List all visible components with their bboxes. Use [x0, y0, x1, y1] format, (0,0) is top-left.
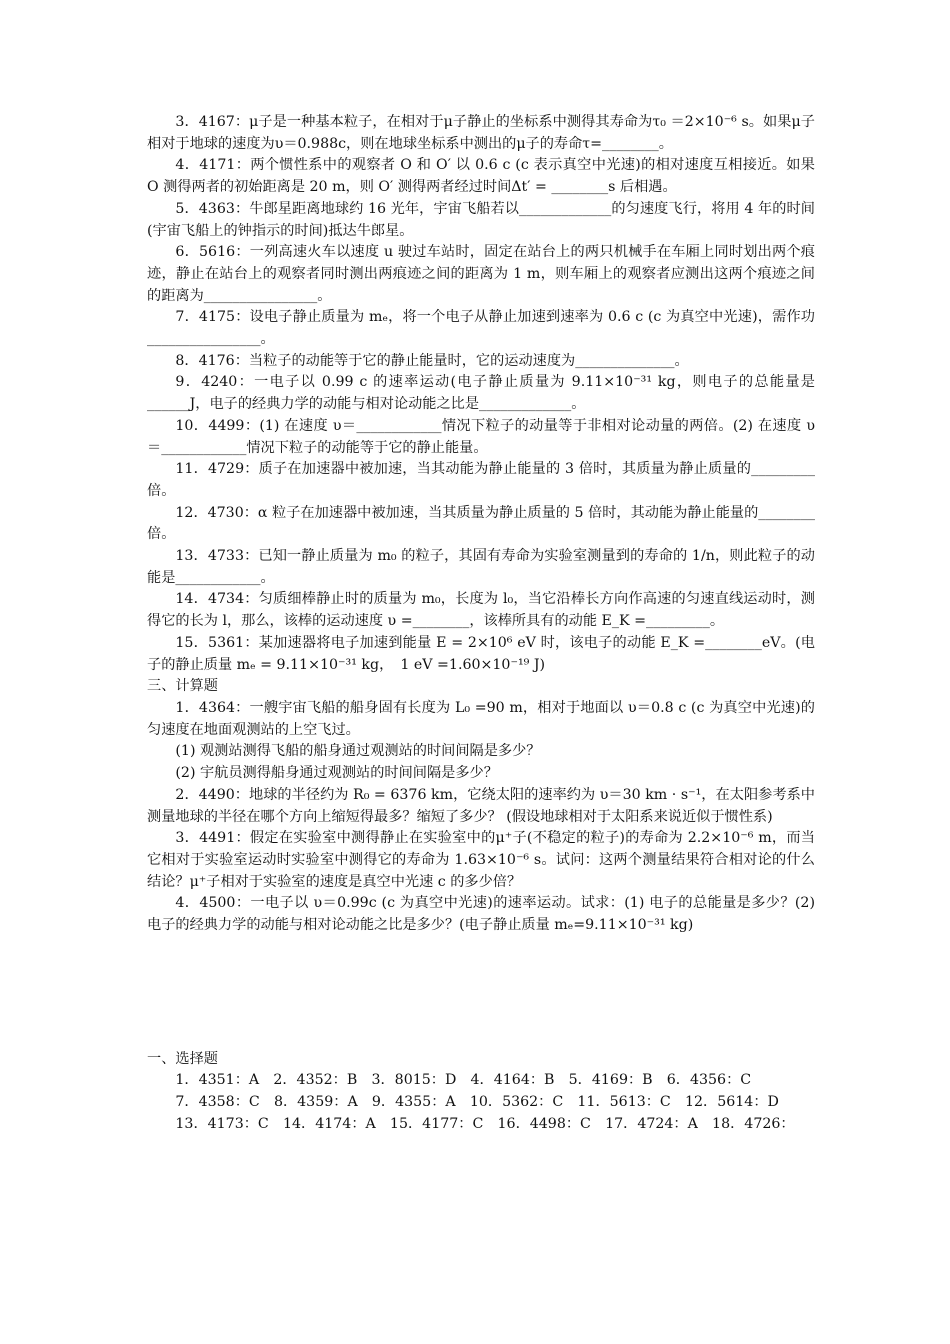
answers-row-3: 13．4173：C 14．4174：A 15．4177：C 16．4498：C 17．4724：A 18．4726：: [175, 1115, 795, 1132]
calc-question-3: 3．4491：假定在实验室中测得静止在实验室中的μ⁺子(不稳定的粒子)的寿命为 2.2×10⁻⁶ m，而当它相对于实验室运动时实验室中测得它的寿命为 1.63×10⁻⁶ s。试问：这两个测量结果符合相对论的什么结论？μ⁺子相对于实验室的速度是真空中光速 c 的多少倍？: [147, 830, 815, 890]
fill-in-question-5: 5．4363：牛郎星距离地球约 16 光年，宇宙飞船若以_____________的匀速度飞行，将用 4 年的时间(宇宙飞船上的钟指示的时间)抵达牛郎星。: [147, 200, 815, 239]
calc-question-4: 4．4500：一电子以 υ＝0.99c (c 为真空中光速)的速率运动。试求：(1) 电子的总能量是多少？(2) 电子的经典力学的动能与相对论动能之比是多少？(电子静止质量 mₑ=9.11×10⁻³¹ kg): [147, 895, 815, 934]
fill-in-question-12: 12．4730：α 粒子在加速器中被加速，当其质量为静止质量的 5 倍时，其动能为静止能量的________倍。: [147, 504, 816, 543]
calc-section-heading: 三、计算题: [147, 678, 218, 695]
calc-question-1-part-1: (1) 观测站测得飞船的船身通过观测站的时间间隔是多少？: [175, 743, 541, 760]
calc-question-1-part-2: (2) 宇航员测得船身通过观测站的时间间隔是多少？: [175, 765, 498, 782]
fill-in-question-9: 9．4240：一电子以 0.99 c 的速率运动(电子静止质量为 9.11×10⁻³¹ kg，则电子的总能量是______J，电子的经典力学的动能与相对论动能之比是_____________。: [147, 374, 815, 413]
fill-in-question-7: 7．4175：设电子静止质量为 mₑ，将一个电子从静止加速到速率为 0.6 c (c 为真空中光速)，需作功________________。: [147, 309, 815, 348]
answers-row-1: 1．4351：A 2．4352：B 3．8015：D 4．4164：B 5．4169：B 6．4356：C: [175, 1072, 752, 1089]
fill-in-question-15: 15．5361：某加速器将电子加速到能量 E = 2×10⁶ eV 时，该电子的动能 E_K =________eV。(电子的静止质量 mₑ = 9.11×10⁻³¹ kg， 1 eV =1.60×10⁻¹⁹ J): [147, 634, 815, 673]
fill-in-question-8: 8．4176：当粒子的动能等于它的静止能量时，它的运动速度为______________。: [175, 352, 689, 369]
calc-question-1: 1．4364：一艘宇宙飞船的船身固有长度为 L₀ =90 m，相对于地面以 υ＝0.8 c (c 为真空中光速)的匀速度在地面观测站的上空飞过。: [147, 699, 815, 738]
fill-in-question-13: 13．4733：已知一静止质量为 m₀ 的粒子，其固有寿命为实验室测量到的寿命的 1/n，则此粒子的动能是____________。: [147, 548, 815, 586]
fill-in-question-6: 6．5616：一列高速火车以速度 u 驶过车站时，固定在站台上的两只机械手在车厢上同时划出两个痕迹，静止在站台上的观察者同时测出两痕迹之间的距离为 1 m，则车厢上的观察者应测出这两个痕迹之间的距离为________________。: [147, 244, 815, 304]
answers-section-heading: 一、选择题: [147, 1050, 218, 1067]
document-body: [147, 112, 815, 1136]
fill-in-question-10: 10．4499：(1) 在速度 υ＝____________情况下粒子的动量等于非相对论动量的两倍。(2) 在速度 υ＝____________情况下粒子的动能等于它的静止能量。: [147, 417, 815, 456]
fill-in-question-14: 14．4734：匀质细棒静止时的质量为 m₀，长度为 l₀，当它沿棒长方向作高速的匀速直线运动时，测得它的长为 l，那么，该棒的运动速度 υ =________，该棒所具有的动能 E_K =_________。: [147, 591, 815, 630]
fill-in-question-11: 11．4729：质子在加速器中被加速，当其动能为静止能量的 3 倍时，其质量为静止质量的_________倍。: [147, 461, 815, 499]
calc-question-2: 2．4490：地球的半径约为 R₀ = 6376 km，它绕太阳的速率约为 υ＝30 km · s⁻¹，在太阳参考系中测量地球的半径在哪个方向上缩短得最多？缩短了多少？ (假设地球相对于太阳系来说近似于惯性系): [147, 786, 815, 825]
answers-row-2: 7．4358：C 8．4359：A 9．4355：A 10．5362：C 11．5613：C 12．5614：D: [175, 1094, 779, 1111]
section-spacer: [147, 937, 815, 1049]
fill-in-question-4: 4．4171：两个惯性系中的观察者 O 和 O′ 以 0.6 c (c 表示真空中光速)的相对速度互相接近。如果 O 测得两者的初始距离是 20 m，则 O′ 测得两者经过时间Δt′ = ________s 后相遇。: [147, 157, 815, 196]
fill-in-question-3: 3．4167：μ子是一种基本粒子，在相对于μ子静止的坐标系中测得其寿命为τ₀ ＝2×10⁻⁶ s。如果μ子相对于地球的速度为υ＝0.988c，则在地球坐标系中测出的μ子的寿命τ=________。: [147, 114, 815, 152]
